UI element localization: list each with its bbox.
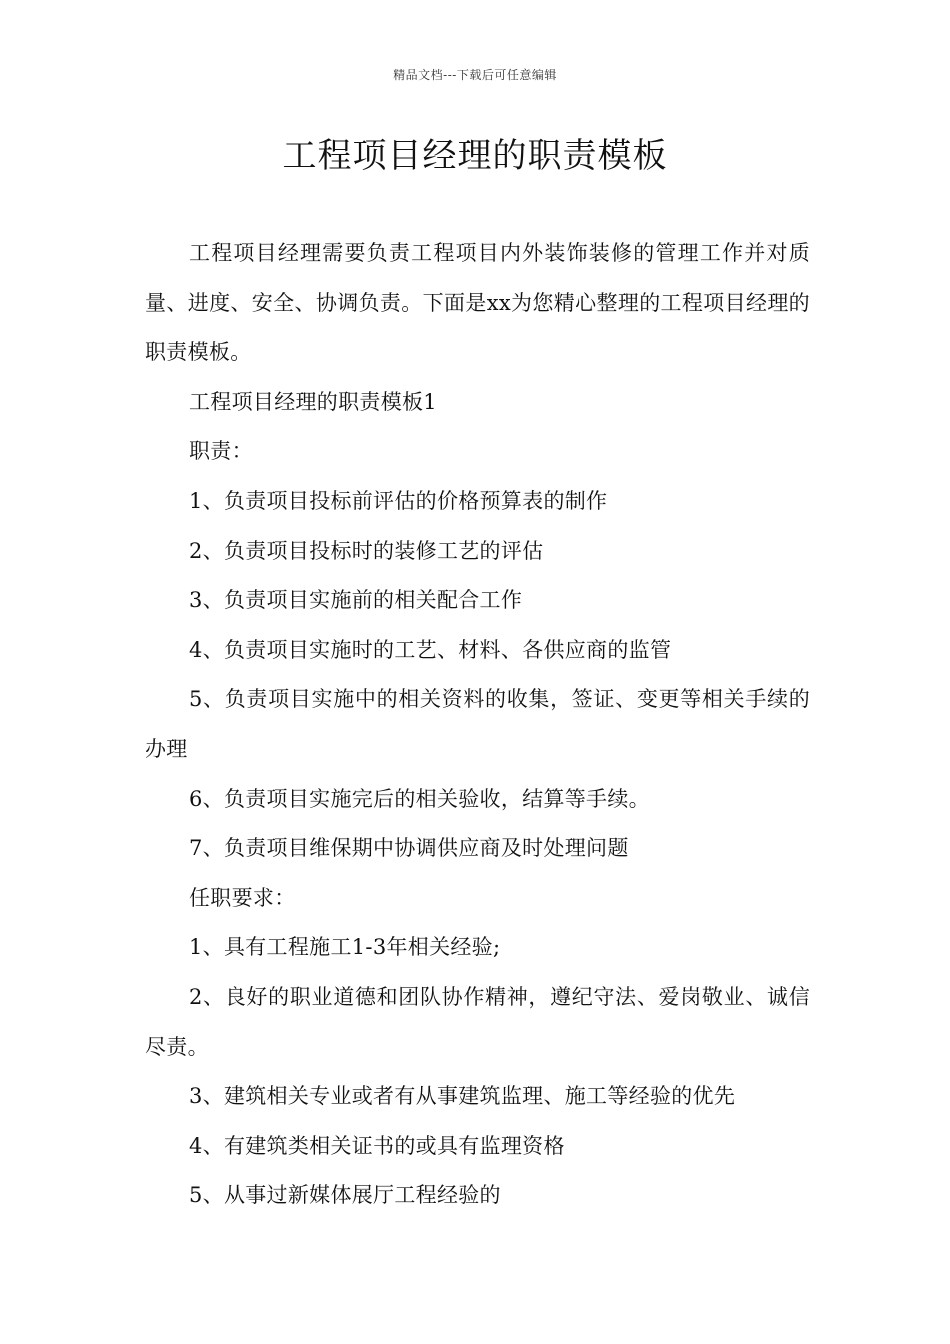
requirement-item: 5、从事过新媒体展厅工程经验的 (189, 1183, 501, 1208)
duty-item: 6、负责项目实施完后的相关验收，结算等手续。 (189, 786, 650, 811)
requirements-label: 任职要求： (189, 885, 296, 910)
document-title: 工程项目经理的职责模板 (282, 136, 668, 176)
duty-item: 5、负责项目实施中的相关资料的收集，签证、变更等相关手续的办理 (145, 687, 810, 761)
duty-item: 4、负责项目实施时的工艺、材料、各供应商的监管 (189, 637, 672, 662)
requirement-item: 2、良好的职业道德和团队协作精神，遵纪守法、爱岗敬业、诚信尽责。 (145, 984, 810, 1059)
requirement-item: 3、建筑相关专业或者有从事建筑监理、施工等经验的优先 (189, 1084, 736, 1109)
duty-item: 3、负责项目实施前的相关配合工作 (189, 588, 523, 613)
document-body (145, 229, 810, 1221)
intro-paragraph: 工程项目经理需要负责工程项目内外装饰装修的管理工作并对质量、进度、安全、协调负责。下面是xx为您精心整理的工程项目经理的职责模板。 (145, 241, 810, 365)
header-note: 精品文档---下载后可任意编辑 (393, 68, 557, 82)
requirement-item: 1、具有工程施工1-3年相关经验; (189, 935, 501, 960)
requirement-item: 4、有建筑类相关证书的或具有监理资格 (189, 1133, 565, 1158)
duty-item: 1、负责项目投标前评估的价格预算表的制作 (189, 488, 608, 513)
section-heading: 工程项目经理的职责模板1 (189, 389, 437, 414)
duty-item: 7、负责项目维保期中协调供应商及时处理问题 (189, 836, 629, 861)
duty-item: 2、负责项目投标时的装修工艺的评估 (189, 538, 544, 563)
duties-label: 职责： (189, 439, 253, 464)
